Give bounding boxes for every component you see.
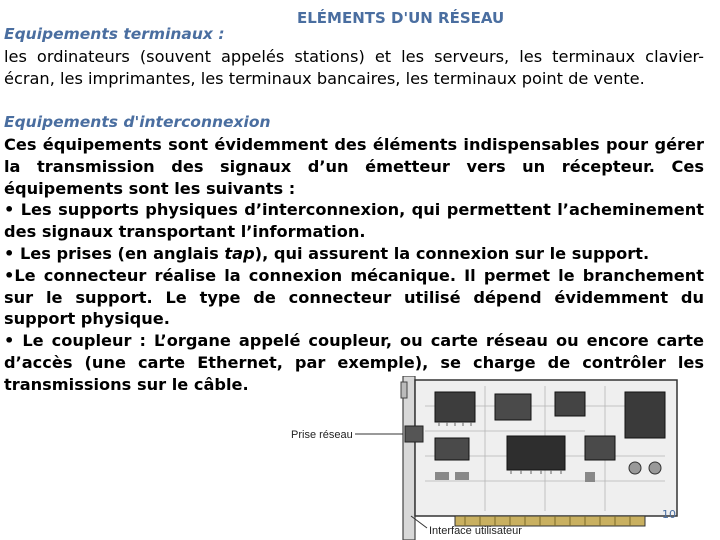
bullet-connecteur: •Le connecteur réalise la connexion mécanique. Il permet le branchement sur le support. Le type de connecteur utilisé dépend évidemment du support physique.	[4, 265, 704, 329]
bullet-prises-end: ), qui assurent la connexion sur le support.	[254, 243, 650, 263]
bullet-prises-start: • Les prises (en anglais	[4, 243, 225, 263]
label-interface-utilisateur: Interface utilisateur	[429, 525, 522, 537]
bullet-prises	[4, 243, 704, 265]
paragraph-terminaux: les ordinateurs (souvent appelés stations) et les serveurs, les terminaux clavier-écran, les imprimantes, les terminaux bancaires, les terminaux point de vente.	[4, 47, 704, 88]
paragraph-interconnexion	[4, 134, 704, 396]
bullet-coupleur: • Le coupleur : L’organe appelé coupleur, ou carte réseau ou encore carte d’accès (une carte Ethernet, par exemple), se charge de contrôler les transmissions sur le câble.	[4, 331, 704, 394]
page-title: ELÉMENTS D'UN RÉSEAU	[297, 9, 505, 27]
label-prise-reseau: Prise réseau	[291, 429, 353, 441]
section-heading-interconnexion: Equipements d'interconnexion	[4, 113, 271, 131]
intro-text: Ces équipements sont évidemment des éléments indispensables pour gérer la transmission des signaux d’un émetteur vers un récepteur. Ces équipements sont les suivants :	[4, 135, 704, 198]
term-tap: tap	[224, 243, 255, 263]
bullet-supports: • Les supports physiques d’interconnexion, qui permettent l’acheminement des signaux transportant l’information.	[4, 200, 704, 242]
section-heading-terminaux: Equipements terminaux :	[4, 25, 225, 43]
page-number: 10	[662, 508, 676, 521]
network-card-figure	[285, 376, 685, 540]
